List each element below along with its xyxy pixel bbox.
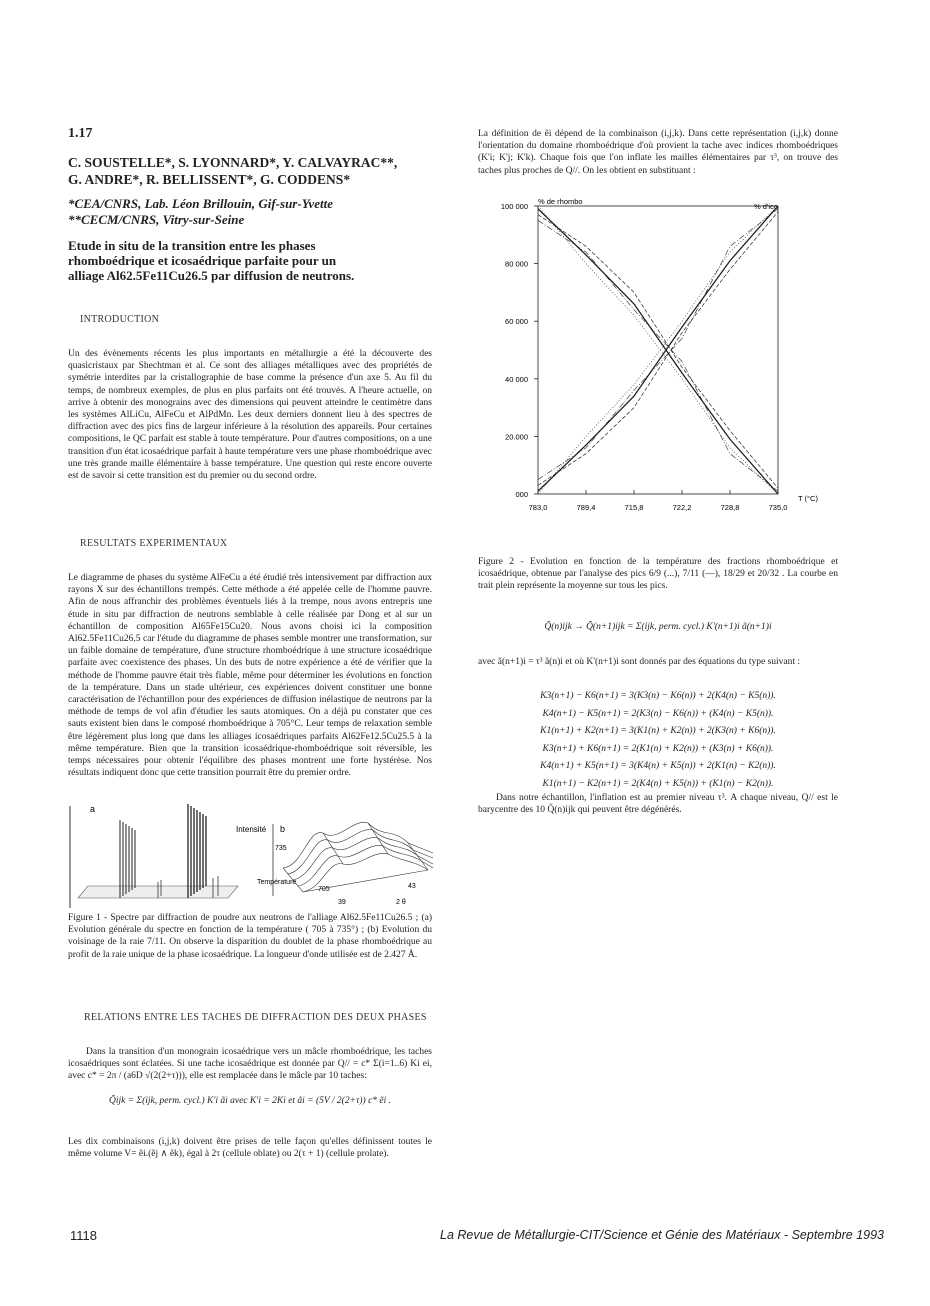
left-axis-label: % de rhombo	[538, 197, 583, 206]
figure-1	[68, 798, 438, 910]
title-line: Etude in situ de la transition entre les phases	[68, 238, 316, 253]
y-tick-label: 60 000	[505, 317, 528, 327]
plot-frame	[538, 206, 778, 494]
inflation-equation: Q̃(n)ijk → Q̃(n+1)ijk = Σ(ijk, perm. cycl.) K'(n+1)i ã(n+1)i	[544, 622, 772, 632]
series-line-ico-b	[538, 206, 778, 494]
x-tick-label: 728,8	[720, 503, 740, 512]
series-line-ico-c	[538, 209, 778, 480]
tick-735: 735	[275, 845, 287, 852]
results-text: Le diagramme de phases du système AlFeCu a été étudié très intensivement par diffraction aux rayons X sur des échantillons trempés. Cette méthode a été appelée celle de l'homme pauvre. Afin de nous affranchir des problèmes éventuels liés à la trempe, nous avons entrepris une étude in situ par diffraction de neutrons semblable à celle réalisée par Dong et al sur un échantillon de composition Al65Fe15Cu20. Nous avons choisi ici la composition Al62.5Fe11Cu26.5 car l'étude du diagramme de phases semble montrer une transformation, sur un faible domaine de température, d'une structure rhomboédrique à une structure icosaédrique parfaite avec coexistence des phases. Un des buts de notre expérience a été de vérifier que la méthode de l'homme pauvre était très fiable, même pour déterminer les évolutions en fonction de la température. Dans un stade ultérieur, ces expériences doivent constituer une bonne caractérisation de l'échantillon pour des expériences de diffusion inélastique de neutrons par la méthode de temps de vol afin d'étudier les sauts atomiques. On a déjà pu constater que ces sauts existent bien dans le composé rhomboédrique à 705°C. Leur temps de relaxation semble être légèrement plus long que dans les alliages icosaédriques parfaits Al62Fe12.5Cu25.5 à la même température. Bien que la transition icosaédrique-rhomboédrique soit réversible, les temps nécessaires pour obtenir l'équilibre des phases montrent une forte hystérèse. Nos résultats indiquent donc que cette transition pourrait être du premier ordre.	[68, 573, 432, 779]
panel-b-label: b	[280, 824, 286, 834]
series-line-ico-a	[538, 212, 778, 486]
y-tick-label: 20.000	[505, 432, 528, 442]
figure-1-caption: Figure 1 - Spectre par diffraction de poudre aux neutrons de l'alliage Al62.5Fe11Cu26.5 ; (a) Evolution générale du spectre en fonction de la température ( 705 à 735°) ; (b) Evolution du voisinage de la raie 7/11. On observe la disparition du doublet de la phase rhomboédrique au profit de la raie unique de la phase icosaédrique. La longueur d'onde utilisée est de 2.427 Å.	[68, 913, 432, 960]
k-equation: K4(n+1) − K5(n+1) = 2(K3(n) − K6(n)) + (K4(n) − K5(n)).	[542, 708, 774, 719]
intensity-label: Intensité	[236, 825, 267, 834]
relations-paragraph-2: Les dix combinaisons (i,j,k) doivent être prises de telle façon qu'elles définissent toutes le même volume V= ẽi.(ẽj ∧ ẽk), égal à 2τ (cellule oblate) ou 2(τ + 1) (cellule prolate).	[68, 1137, 432, 1160]
series-line-ico-moyenne	[538, 206, 778, 491]
article-number: 1.17	[68, 126, 93, 141]
tick-705: 705	[318, 886, 330, 893]
tick-2theta: 2 θ	[396, 899, 406, 906]
relations-paragraph-1: Dans la transition d'un monograin icosaédrique vers un mâcle rhomboédrique, les taches icosaédriques sont éclatées. Si une tache icosaédrique est donnée par Q// = c* Σ(i=1..6) Ki ei, avec c* = 2π / (a6D √(2(2+τ))), elle est remplacée dans le mâcle par 10 taches:	[68, 1047, 432, 1082]
y-ticks	[501, 202, 538, 499]
figure-2-svg	[476, 192, 846, 524]
tick-43: 43	[408, 883, 416, 890]
panel-a-spectra	[78, 804, 238, 898]
title-line: alliage Al62.5Fe11Cu26.5 par diffusion de neutrons.	[68, 268, 355, 283]
inflation-avec: avec ã(n+1)i = τ³ ã(n)i et où K'(n+1)i sont donnés par des équations du type suivant :	[478, 657, 801, 667]
y-tick-label: 000	[515, 490, 528, 499]
right-paragraph-2: Dans notre échantillon, l'inflation est au premier niveau τ³. A chaque niveau, Q// est le barycentre des 10 Q̃(n)ijk qui peuvent être dégénérés.	[478, 793, 838, 816]
panel-b-surface	[283, 822, 433, 892]
y-tick-label: 100 000	[500, 202, 528, 211]
series-line-rhombo-a	[538, 215, 778, 489]
affiliation: **CECM/CNRS, Vitry-sur-Seine	[68, 212, 245, 227]
x-tick-label: 783,0	[528, 503, 548, 512]
results-heading: RESULTATS EXPERIMENTAUX	[80, 538, 228, 549]
series-lines	[538, 206, 778, 494]
k-equation: K1(n+1) + K2(n+1) = 3(K1(n) + K2(n)) + 2(K3(n) + K6(n)).	[540, 726, 776, 736]
authors-line: G. ANDRE*, R. BELLISSENT*, G. CODDENS*	[68, 172, 351, 187]
k-equation: K4(n+1) + K5(n+1) = 3(K4(n) + K5(n)) + 2(K1(n) − K2(n)).	[540, 761, 776, 771]
k-equation: K1(n+1) − K2(n+1) = 2(K4(n) + K5(n)) + (K1(n) − K2(n)).	[542, 778, 774, 789]
authors	[68, 154, 397, 188]
x-tick-label: 735,0	[768, 503, 788, 512]
figure-1-graphic	[68, 798, 438, 910]
relations-equation: Q̃ijk = Σ(ijk, perm. cycl.) K'i ãi avec K'i = 2Ki et ãi = (5V / 2(2+τ)) c* ẽi .	[108, 1096, 392, 1106]
figure-2-caption: Figure 2 - Evolution en fonction de la température des fractions rhomboédrique et icosaédrique, obtenue par l'analyse des pics 6/9 (...), 7/11 (—), 18/29 et 20/32 . La courbe en trait plein représente la moyenne sur tous les pics.	[478, 557, 838, 592]
right-axis-label: % d'ico	[754, 202, 778, 211]
x-ticks	[529, 490, 788, 512]
right-paragraph-1: La définition de ẽi dépend de la combinaison (i,j,k). Dans cette représentation (i,j,k) donne l'orientation du domaine rhomboédrique d'où provient la tache avec indices rhomboédriques (K'i; K'j; K'k). Chaque fois que l'on inflate les mailles élémentaires par τ³, on trouve des taches plus proches de Q//. On les obtient en substituant :	[478, 129, 838, 176]
series-line-rhombo-b	[538, 206, 778, 494]
x-tick-label: 789,4	[576, 503, 596, 512]
tick-39: 39	[338, 899, 346, 906]
y-tick-label: 40 000	[505, 374, 528, 384]
intro-heading: INTRODUCTION	[80, 314, 160, 325]
x-tick-label: 722,2	[672, 503, 692, 512]
panel-a-label: a	[90, 804, 96, 814]
page-number: 1118	[70, 1228, 97, 1243]
title-line: rhomboédrique et icosaédrique parfaite pour un	[68, 253, 337, 268]
temperature-label: Température	[257, 879, 297, 886]
k-equations	[478, 688, 838, 793]
series-line-rhombo-moyenne	[538, 209, 778, 494]
y-tick-label: 80 000	[505, 259, 528, 269]
journal-footer: La Revue de Métallurgie-CIT/Science et Génie des Matériaux - Septembre 1993	[440, 1228, 884, 1242]
k-equation: K3(n+1) − K6(n+1) = 3(K3(n) − K6(n)) + 2(K4(n) − K5(n)).	[540, 691, 776, 701]
affiliations	[68, 196, 333, 228]
article-title	[68, 238, 354, 283]
figure-2-chart	[476, 192, 846, 524]
relations-heading: RELATIONS ENTRE LES TACHES DE DIFFRACTION DES DEUX PHASES	[84, 1012, 427, 1023]
x-tick-label: 715,8	[624, 503, 644, 512]
series-line-rhombo-c	[538, 220, 778, 491]
authors-line: C. SOUSTELLE*, S. LYONNARD*, Y. CALVAYRAC**,	[68, 155, 398, 170]
affiliation: *CEA/CNRS, Lab. Léon Brillouin, Gif-sur-Yvette	[68, 196, 333, 211]
intro-text: Un des évènements récents les plus importants en métallurgie a été la découverte des quasicristaux par Shechtman et al. Ce sont des alliages métalliques avec des propriétés de symétrie interdites par la cristallographie de base comme la présence d'un axe 5. Au fil du temps, de nombreux exemples, de plus en plus parfaits ont été trouvés. A l'heure actuelle, on arrive à obtenir des monograins avec des dimensions qui peuvent atteindre le centimètre dans les systèmes AlLiCu, AlFeCu et AlPdMn. Les deux derniers donnent lieu à des spectres de diffraction avec des pics fins de largeur inférieure à la résolution des appareils. Pour certaines compositions, le QC parfait est stable à toute température. Pour d'autres compositions, on a une transition d'un état icosaédrique parfait à haute température vers une phase rhomboédrique avec une très grande maille élémentaire à basse température. Une question qui reste encore ouverte est de savoir si cette transition est du premier ou du second ordre.	[68, 349, 432, 482]
x-axis-label: T (°C)	[798, 494, 818, 503]
k-equation: K3(n+1) + K6(n+1) = 2(K1(n) + K2(n)) + (K3(n) + K6(n)).	[542, 743, 774, 754]
